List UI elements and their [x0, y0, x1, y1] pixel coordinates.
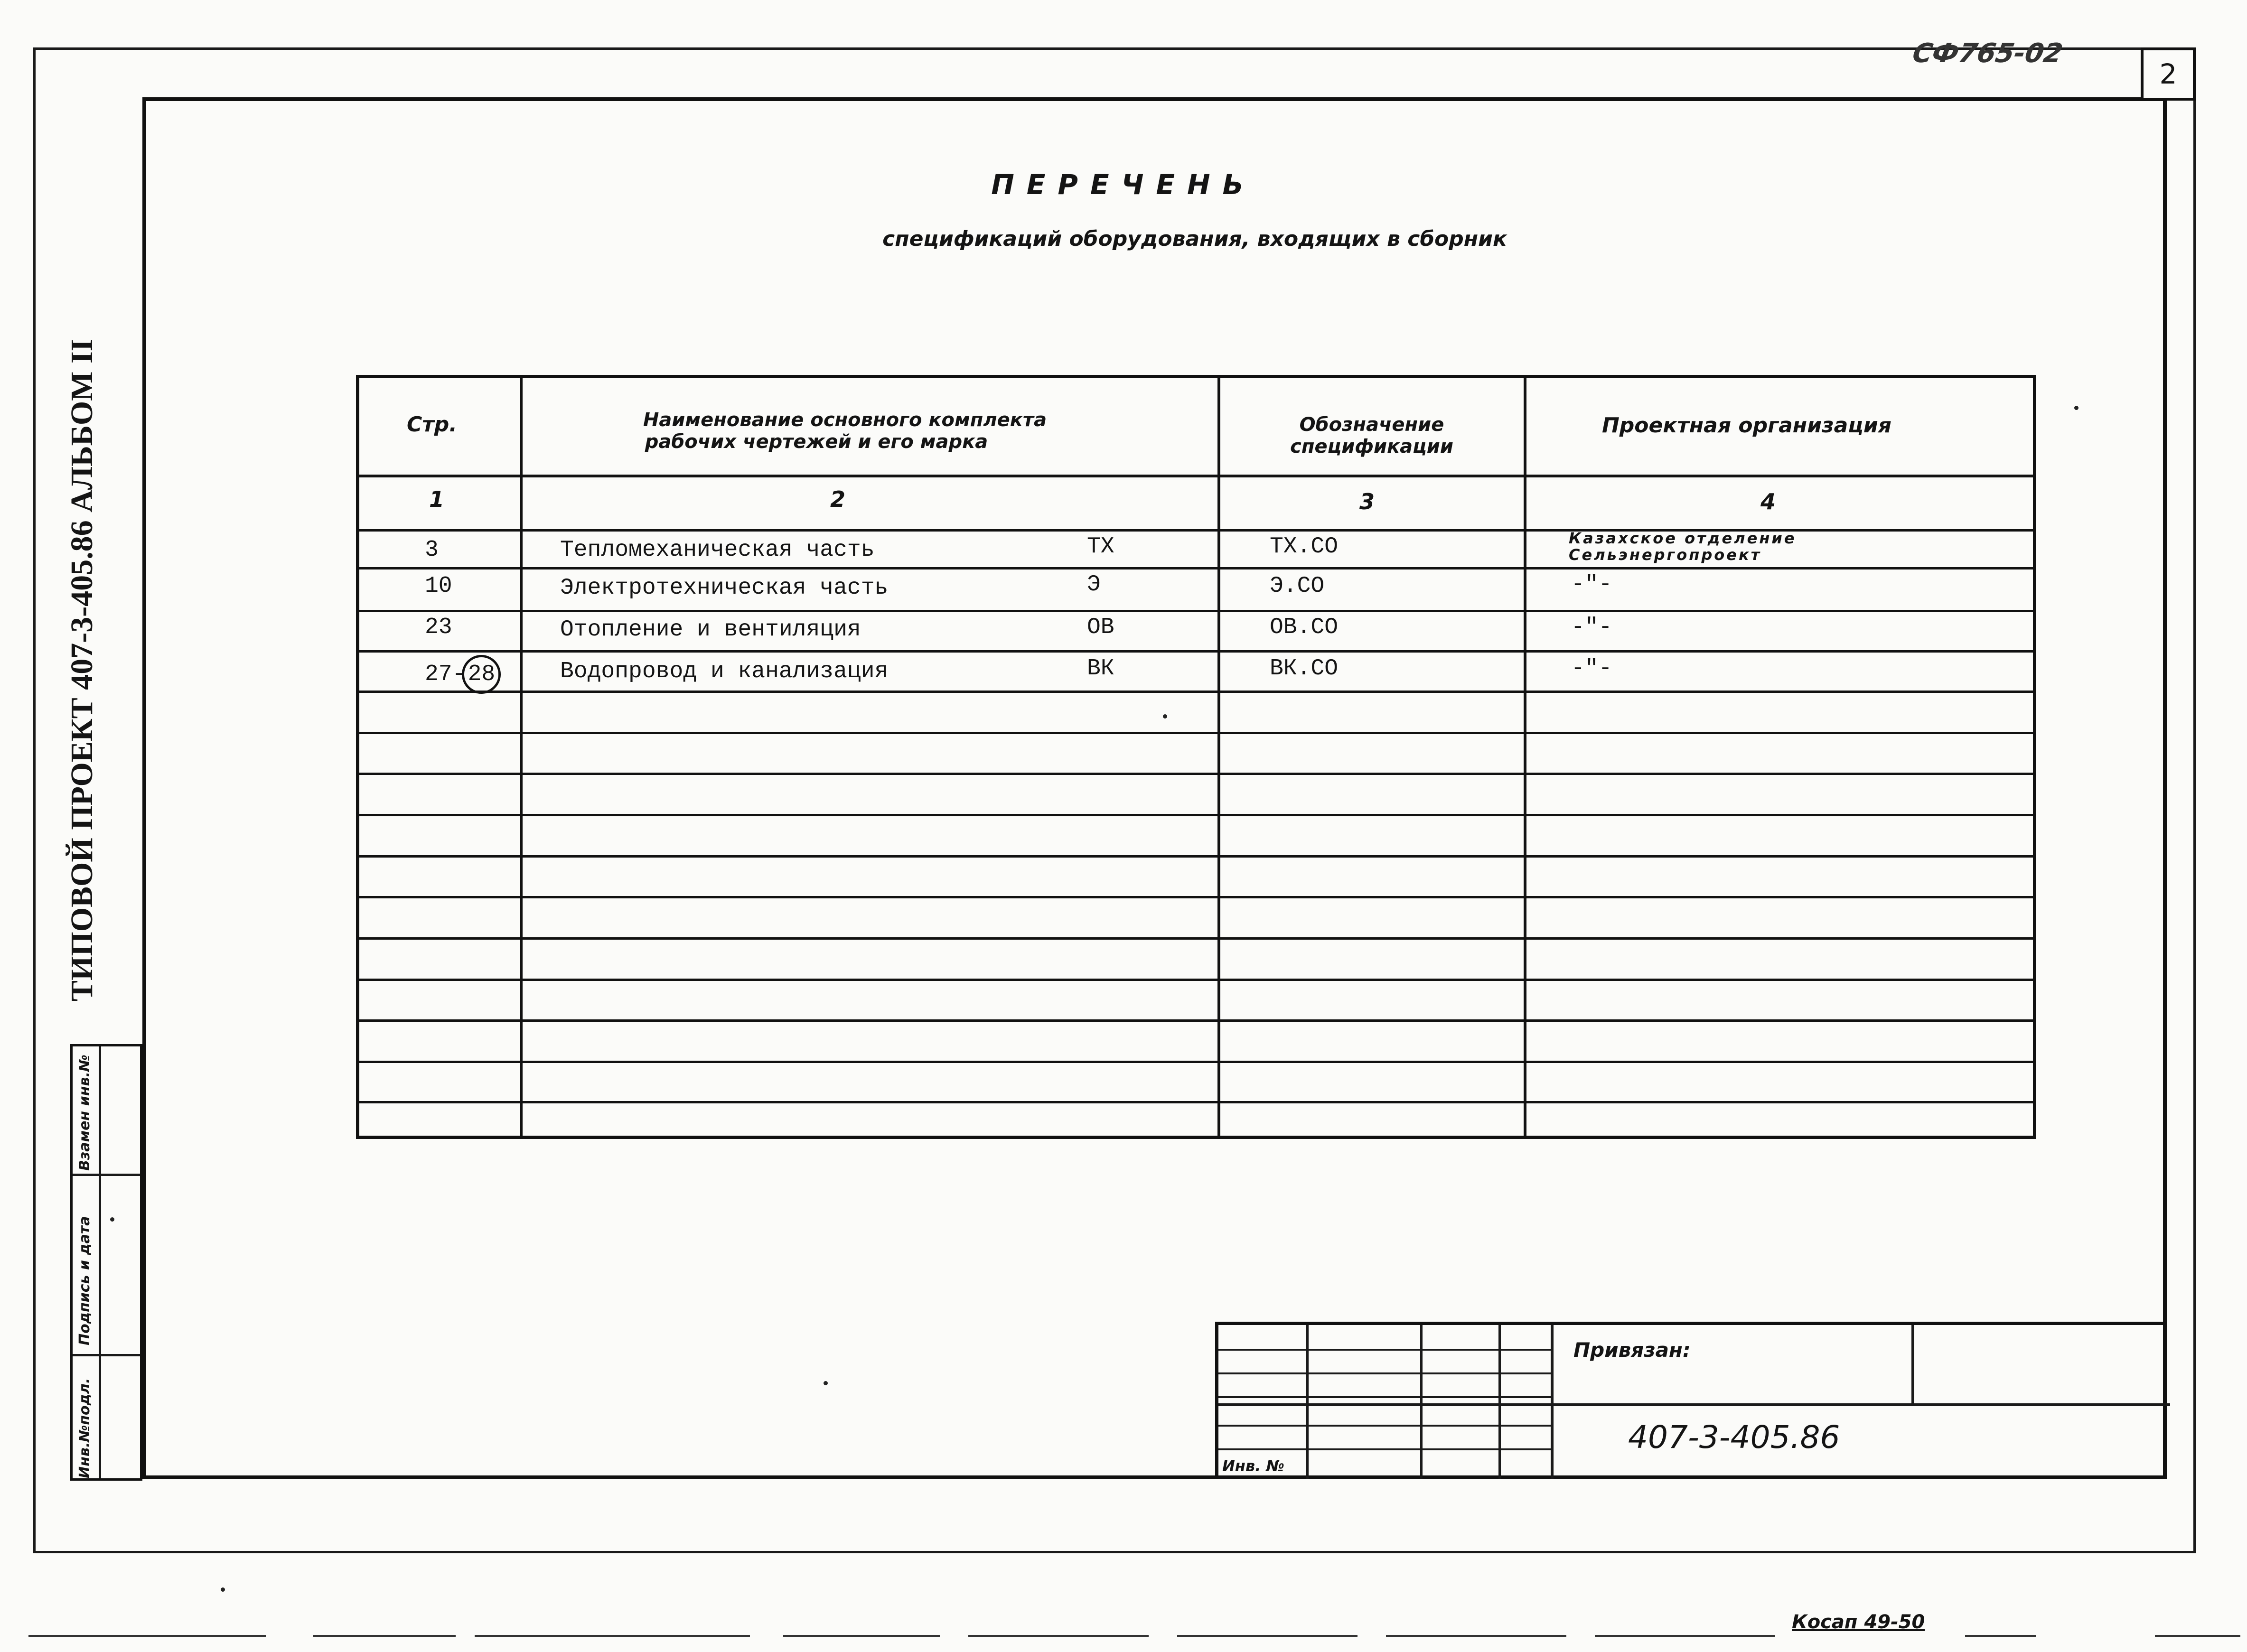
- specification-table: [356, 375, 2036, 1139]
- table-row-2-mark: Э: [1087, 572, 1101, 597]
- scan-speck: [1163, 714, 1167, 719]
- table-row-4-name: Водопровод и канализация: [560, 659, 889, 684]
- title-block-divider: [1306, 1325, 1309, 1479]
- row-divider: [356, 1061, 2036, 1063]
- header-name-line1: Наименование основного комплекта: [643, 409, 1047, 431]
- header-organization: Проектная организация: [1601, 413, 1891, 438]
- top-code: СФ765-02: [1910, 38, 2065, 69]
- bottom-dash: [783, 1635, 940, 1637]
- row-divider: [356, 855, 2036, 858]
- bound-label: Привязан:: [1573, 1338, 1691, 1362]
- title-block-row: [1218, 1403, 2170, 1406]
- document-subtitle: спецификаций оборудования, входящих в сборник: [882, 227, 1507, 251]
- title-block-divider: [1911, 1325, 1914, 1406]
- row-divider: [356, 896, 2036, 898]
- row-divider: [356, 567, 2036, 569]
- row-divider: [356, 691, 2036, 693]
- row-divider: [356, 610, 2036, 612]
- bottom-dash: [1595, 1635, 1775, 1637]
- table-row-1-designation: ТХ.СО: [1270, 534, 1339, 560]
- table-row-3-designation: ОВ.СО: [1270, 615, 1339, 640]
- row-divider: [356, 650, 2036, 653]
- column-number: 2: [830, 486, 845, 512]
- table-border: [356, 375, 359, 1139]
- table-row-4-designation: ВК.СО: [1270, 656, 1339, 681]
- bottom-dash: [968, 1635, 1149, 1637]
- scan-speck: [110, 1217, 114, 1222]
- table-row-2-name: Электротехническая часть: [560, 575, 889, 601]
- table-row-4-org: -"-: [1571, 656, 1612, 681]
- title-block: [1215, 1322, 2167, 1479]
- title-block-row: [1218, 1425, 1551, 1427]
- table-border: [356, 375, 2036, 378]
- table-border: [2033, 375, 2036, 1139]
- stamp-divider: [73, 1354, 140, 1356]
- row-divider: [356, 732, 2036, 734]
- stamp-signature-date: Подпись и дата: [76, 1216, 93, 1345]
- header-page: Стр.: [406, 412, 457, 437]
- scan-speck: [824, 1381, 828, 1385]
- scan-speck: [221, 1587, 225, 1592]
- side-stamp: [70, 1044, 142, 1481]
- title-block-row: [1218, 1349, 1551, 1351]
- stamp-replaced-inventory: Взамен инв.№: [76, 1055, 93, 1171]
- table-row-4-page: [425, 655, 501, 694]
- table-row-2-org: -"-: [1571, 572, 1612, 597]
- page-number: [2141, 47, 2196, 101]
- side-title: ТИПОВОЙ ПРОЕКТ 407-3-405.86 АЛЬБОМ II: [65, 339, 99, 1001]
- column-number: 4: [1760, 489, 1776, 514]
- row-divider: [356, 773, 2036, 775]
- stamp-divider: [99, 1046, 101, 1478]
- table-border: [356, 1136, 2036, 1139]
- bottom-dash: [1965, 1635, 2036, 1637]
- column-divider: [520, 375, 523, 1139]
- table-row-3-page: 23: [425, 615, 452, 640]
- table-row-3-name: Отопление и вентиляция: [560, 617, 861, 643]
- bottom-dash: [475, 1635, 750, 1637]
- table-row-4-mark: ВК: [1087, 656, 1114, 681]
- header-name-line2: рабочих чертежей и его марка: [645, 431, 988, 453]
- bottom-dash: [313, 1635, 456, 1637]
- bottom-dash: [1386, 1635, 1566, 1637]
- title-block-row: [1218, 1372, 1551, 1374]
- header-designation-line1: Обозначение: [1299, 414, 1444, 436]
- table-row-1-org-line1: Казахское отделение: [1569, 529, 1797, 547]
- header-designation: [1225, 414, 1519, 457]
- row-divider: [356, 979, 2036, 981]
- title-block-row: [1218, 1448, 1551, 1450]
- project-number: 407-3-405.86: [1628, 1419, 1840, 1456]
- table-row-1-org-line2: Сельэнергопроект: [1569, 546, 1762, 564]
- row-divider: [356, 1019, 2036, 1022]
- column-divider: [1217, 375, 1220, 1139]
- column-number: 1: [429, 486, 444, 512]
- row-divider: [356, 814, 2036, 816]
- table-row-4-page-start: 27-: [425, 662, 466, 687]
- bottom-code: Косап 49-50: [1792, 1611, 1925, 1633]
- table-row-1-page: 3: [425, 537, 439, 563]
- header-designation-line2: спецификации: [1290, 436, 1453, 457]
- document-title: ПЕРЕЧЕНЬ: [991, 168, 1256, 201]
- title-block-divider: [1420, 1325, 1423, 1479]
- row-divider: [356, 475, 2036, 477]
- stamp-inventory-original: Инв.№подл.: [76, 1378, 93, 1478]
- table-row-1-name: Тепломеханическая часть: [560, 537, 875, 563]
- bottom-dash: [1177, 1635, 1358, 1637]
- row-divider: [356, 1101, 2036, 1103]
- title-block-divider: [1551, 1325, 1554, 1479]
- table-row-2-designation: Э.СО: [1270, 573, 1325, 599]
- title-block-divider: [1498, 1325, 1501, 1479]
- bottom-dash: [28, 1635, 266, 1637]
- page-number-text: 2: [2159, 58, 2177, 90]
- table-row-1-mark: ТХ: [1087, 534, 1114, 560]
- table-row-2-page: 10: [425, 573, 452, 599]
- table-row-3-mark: ОВ: [1087, 615, 1114, 640]
- stamp-divider: [73, 1174, 140, 1176]
- column-divider: [1524, 375, 1526, 1139]
- title-block-row: [1218, 1396, 1551, 1398]
- inventory-label: Инв. №: [1222, 1457, 1284, 1475]
- header-name: [527, 409, 1163, 453]
- row-divider: [356, 937, 2036, 940]
- column-number: 3: [1359, 489, 1375, 514]
- table-row-4-page-circled: 28: [462, 655, 501, 694]
- scan-speck: [2074, 406, 2078, 410]
- table-row-3-org: -"-: [1571, 615, 1612, 640]
- bottom-dash: [2155, 1635, 2240, 1637]
